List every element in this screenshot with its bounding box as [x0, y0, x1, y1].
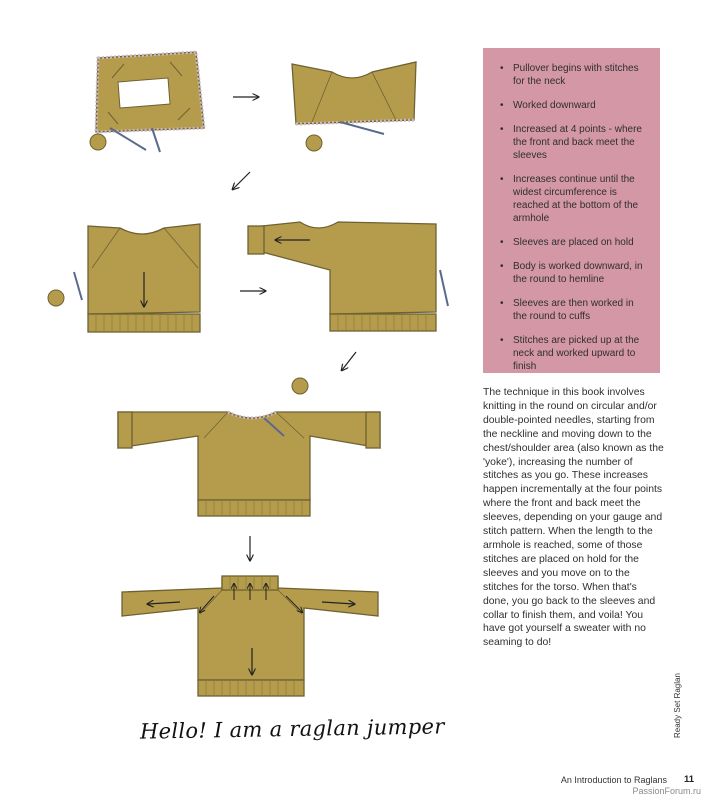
handwritten-caption: Hello! I am a raglan jumper	[139, 714, 445, 744]
body-paragraph: The technique in this book involves knitting in the round on circular and/or double-pointed needles, starting from the neckline and moving down to the chest/shoulder area (also known as the 'yoke'), increasing the number of stitches as you go. These increases happen incrementally at the four points where the front and back meet the sleeves, depending on your gauge and stitch pattern. When the length to the armhole is reached, some of those stitches are placed on hold for the sleeves and you move on to the stitches for the torso. When that's done, you go back to the sleeves and collar to finish them, and voila! You have got yourself a sweater with no seaming to do!	[483, 387, 664, 649]
step-item: • Body is worked downward, in the round to hemline	[497, 260, 650, 286]
step-item: • Sleeves are placed on hold	[497, 236, 650, 249]
step-item: • Increases continue until the widest circumference is reached at the bottom of the armhole	[497, 173, 650, 225]
step2-yoke	[292, 62, 416, 151]
steps-sidebar	[483, 48, 660, 373]
arrow-diag-1	[233, 172, 250, 189]
step-item: • Worked downward	[497, 99, 650, 112]
page-number: 11	[684, 774, 695, 785]
footer-chapter-title: An Introduction to Raglans	[560, 775, 667, 785]
step-item: • Pullover begins with stitches for the neck	[497, 62, 650, 88]
step6-finished-jumper	[122, 576, 378, 696]
step-item: • Increased at 4 points - where the front and back meet the sleeves	[497, 123, 650, 162]
steps-list	[497, 62, 650, 373]
watermark: PassionForum.ru	[632, 786, 701, 796]
step-item: • Stitches are picked up at the neck and worked upward to finish	[497, 334, 650, 373]
step1-neck-stitches	[90, 52, 204, 152]
step-item: • Sleeves are then worked in the round to cuffs	[497, 297, 650, 323]
book-title-vertical: Ready Set Raglan	[673, 673, 682, 738]
arrow-diag-2	[342, 352, 356, 370]
step4-sleeve	[248, 222, 448, 331]
step3-body	[48, 224, 200, 332]
step5-jumper	[118, 378, 380, 516]
